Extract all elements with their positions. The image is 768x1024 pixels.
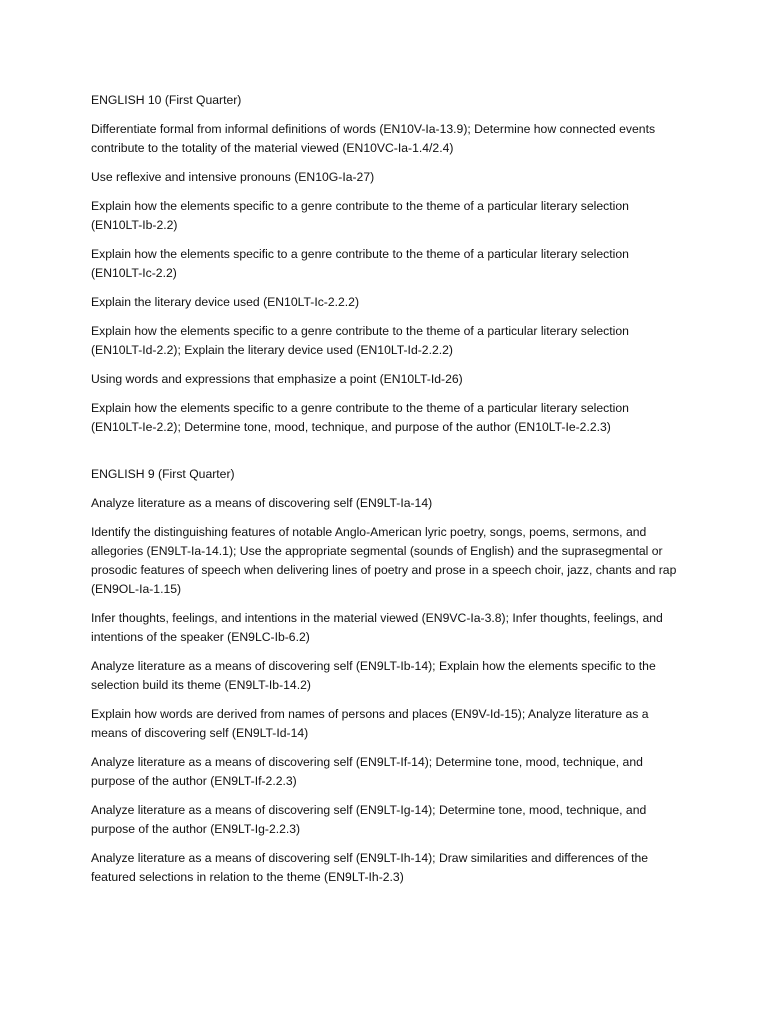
section-english-9	[91, 465, 708, 887]
section-english-10	[91, 91, 708, 437]
section-heading: ENGLISH 10 (First Quarter)	[91, 93, 242, 107]
competency-paragraph: Explain how the elements specific to a genre contribute to the theme of a particular literary selection (EN10LT-Ic-2.2)	[91, 247, 629, 280]
competency-paragraph: Differentiate formal from informal definitions of words (EN10V-Ia-13.9); Determine how connected events contribute to the totality of the material viewed (EN10VC-Ia-1.4/2.4)	[91, 122, 656, 155]
competency-paragraph: Identify the distinguishing features of notable Anglo-American lyric poetry, songs, poems, sermons, and allegories (EN9LT-Ia-14.1); Use the appropriate segmental (sounds of English) and the suprasegmental or prosodic features of speech when delivering lines of poetry and prose in a speech choir, jazz, chants and rap (EN9OL-Ia-1.15)	[91, 525, 677, 596]
competency-paragraph: Analyze literature as a means of discovering self (EN9LT-Ib-14); Explain how the elements specific to the selection build its theme (EN9LT-Ib-14.2)	[91, 659, 656, 692]
competency-paragraph: Analyze literature as a means of discovering self (EN9LT-If-14); Determine tone, mood, technique, and purpose of the author (EN9LT-If-2.2.3)	[91, 755, 643, 788]
competency-paragraph: Explain the literary device used (EN10LT-Ic-2.2.2)	[91, 295, 360, 309]
section-heading: ENGLISH 9 (First Quarter)	[91, 467, 235, 481]
competency-paragraph: Explain how the elements specific to a genre contribute to the theme of a particular literary selection (EN10LT-Ib-2.2)	[91, 199, 629, 232]
competency-paragraph: Using words and expressions that emphasize a point (EN10LT-Id-26)	[91, 372, 463, 386]
competency-paragraph: Use reflexive and intensive pronouns (EN10G-Ia-27)	[91, 170, 375, 184]
competency-paragraph: Explain how the elements specific to a genre contribute to the theme of a particular literary selection (EN10LT-Id-2.2); Explain the literary device used (EN10LT-Id-2.2.2)	[91, 324, 629, 357]
competency-paragraph: Analyze literature as a means of discovering self (EN9LT-Ig-14); Determine tone, mood, technique, and purpose of the author (EN9LT-Ig-2.2.3)	[91, 803, 647, 836]
competency-paragraph: Analyze literature as a means of discovering self (EN9LT-Ia-14)	[91, 496, 433, 510]
competency-paragraph: Analyze literature as a means of discovering self (EN9LT-Ih-14); Draw similarities and differences of the featured selections in relation to the theme (EN9LT-Ih-2.3)	[91, 851, 649, 884]
competency-paragraph: Explain how words are derived from names of persons and places (EN9V-Id-15); Analyze literature as a means of discovering self (EN9LT-Id-14)	[91, 707, 649, 740]
competency-paragraph: Explain how the elements specific to a genre contribute to the theme of a particular literary selection (EN10LT-Ie-2.2); Determine tone, mood, technique, and purpose of the author (EN10LT-Ie-2.2.3)	[91, 401, 629, 434]
competency-paragraph: Infer thoughts, feelings, and intentions in the material viewed (EN9VC-Ia-3.8); Infer thoughts, feelings, and intentions of the speaker (EN9LC-Ib-6.2)	[91, 611, 663, 644]
